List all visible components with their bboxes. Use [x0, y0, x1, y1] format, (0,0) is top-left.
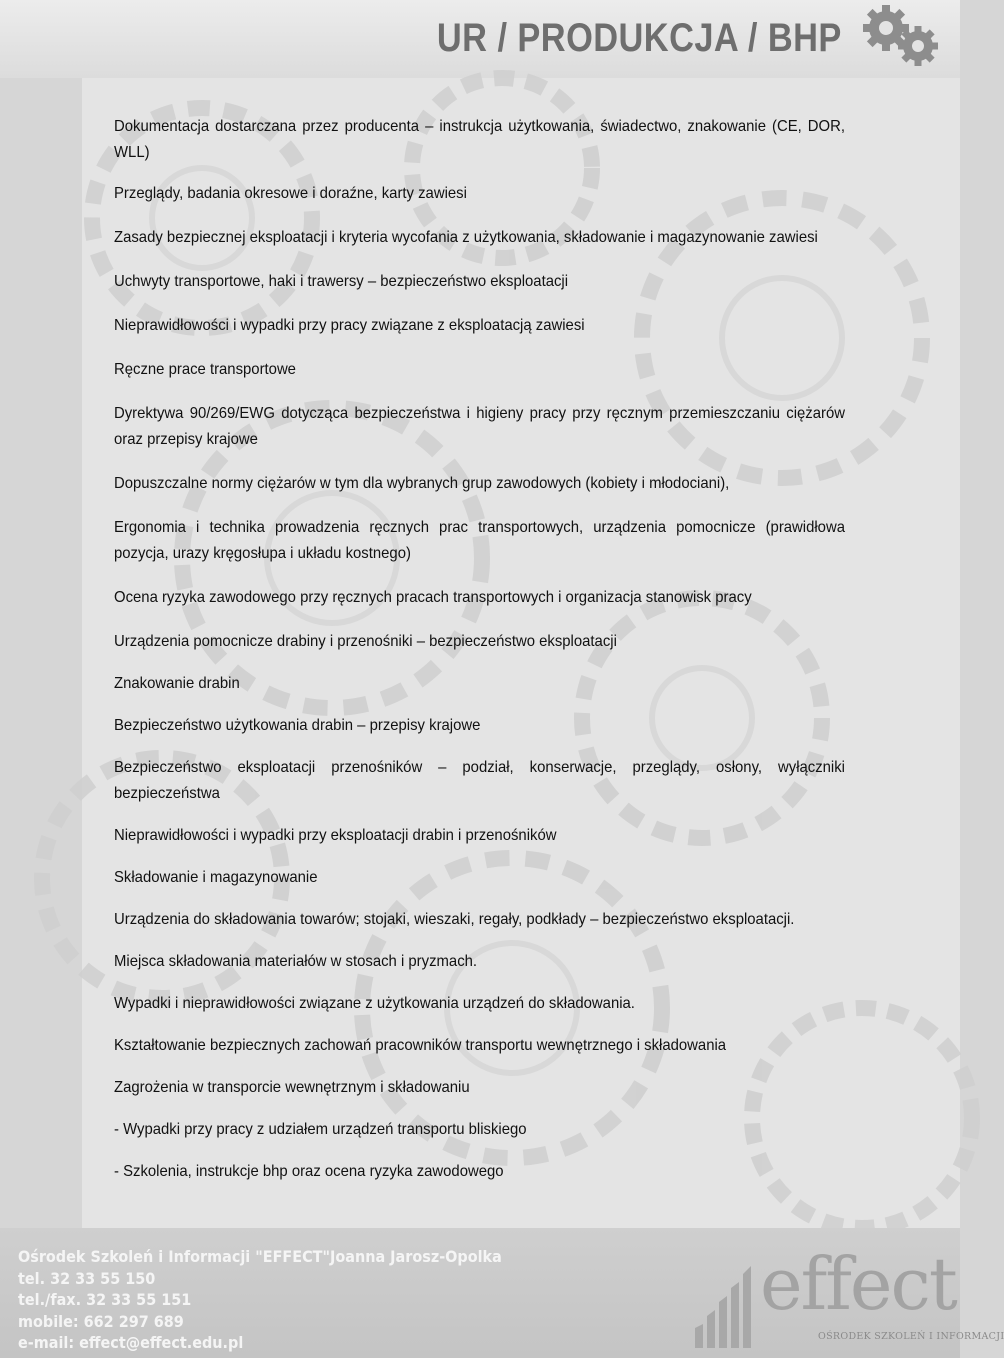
content-area [82, 78, 960, 1228]
topic-list [114, 114, 845, 1185]
topic-item: Ocena ryzyka zawodowego przy ręcznych pracach transportowych i organizacja stanowisk pracy [114, 589, 752, 606]
topic-item: Urządzenia do składowania towarów; stojaki, wieszaki, regały, podkłady – bezpieczeństwo eksploatacji. [114, 911, 795, 928]
topic-item: Nieprawidłowości i wypadki przy eksploatacji drabin i przenośników [114, 827, 557, 844]
logo-tagline: OŚRODEK SZKOLEŃ I INFORMACJI [818, 1331, 1004, 1342]
page-header [0, 0, 960, 78]
contact-line: e-mail: effect@effect.edu.pl [18, 1333, 244, 1352]
topic-item: Wypadki i nieprawidłowości związane z użytkowania urządzeń do składowania. [114, 995, 635, 1012]
topic-item: Dokumentacja dostarczana przez producenta – instrukcja użytkowania, świadectwo, znakowanie (CE, DOR, WLL) [114, 118, 845, 161]
topic-item: Urządzenia pomocnicze drabiny i przenośniki – bezpieczeństwo eksploatacji [114, 633, 617, 650]
topic-item: Zagrożenia w transporcie wewnętrznym i składowaniu [114, 1079, 470, 1096]
topic-item: Dyrektywa 90/269/EWG dotycząca bezpieczeństwa i higieny pracy przy ręcznym przemieszczaniu ciężarów oraz przepisy krajowe [114, 405, 845, 448]
topic-item: Znakowanie drabin [114, 675, 240, 692]
topic-item: Miejsca składowania materiałów w stosach i pryzmach. [114, 953, 478, 970]
topic-item: Ergonomia i technika prowadzenia ręcznych prac transportowych, urządzenia pomocnicze (prawidłowa pozycja, urazy kręgosłupa i układu kostnego) [114, 519, 845, 562]
topic-item: - Wypadki przy pracy z udziałem urządzeń transportu bliskiego [114, 1121, 527, 1138]
logo: effect [760, 1242, 956, 1326]
contact-line: tel./fax. 32 33 55 151 [18, 1290, 192, 1309]
page-title: UR / PRODUKCJA / BHP [437, 16, 842, 60]
contact-line: mobile: 662 297 689 [18, 1311, 184, 1331]
topic-item: Uchwyty transportowe, haki i trawersy – bezpieczeństwo eksploatacji [114, 273, 569, 290]
topic-item: Dopuszczalne normy ciężarów w tym dla wybranych grup zawodowych (kobiety i młodociani), [114, 475, 730, 492]
page-footer [0, 1228, 1004, 1358]
topic-item: Kształtowanie bezpiecznych zachowań pracowników transportu wewnętrznego i składowania [114, 1037, 727, 1054]
contact-line: Ośrodek Szkoleń i Informacji "EFFECT"Joanna Jarosz-Opolka [18, 1247, 502, 1266]
topic-item: Bezpieczeństwo eksploatacji przenośników – podział, konserwacje, przeglądy, osłony, wyłączniki bezpieczeństwa [114, 759, 845, 802]
topic-item: - Szkolenia, instrukcje bhp oraz ocena ryzyka zawodowego [114, 1163, 504, 1180]
gears-icon [856, 2, 946, 74]
topic-item: Zasady bezpiecznej eksploatacji i kryteria wycofania z użytkowania, składowanie i magazynowanie zawiesi [114, 229, 818, 246]
topic-item: Nieprawidłowości i wypadki przy pracy związane z eksploatacją zawiesi [114, 317, 585, 334]
contact-line: tel. 32 33 55 150 [18, 1268, 156, 1288]
topic-item: Ręczne prace transportowe [114, 361, 296, 378]
topic-item: Składowanie i magazynowanie [114, 869, 318, 886]
topic-item: Przeglądy, badania okresowe i doraźne, karty zawiesi [114, 185, 467, 202]
contact-info [18, 1246, 556, 1354]
topic-item: Bezpieczeństwo użytkowania drabin – przepisy krajowe [114, 717, 481, 734]
logo-bars-icon [695, 1264, 761, 1348]
